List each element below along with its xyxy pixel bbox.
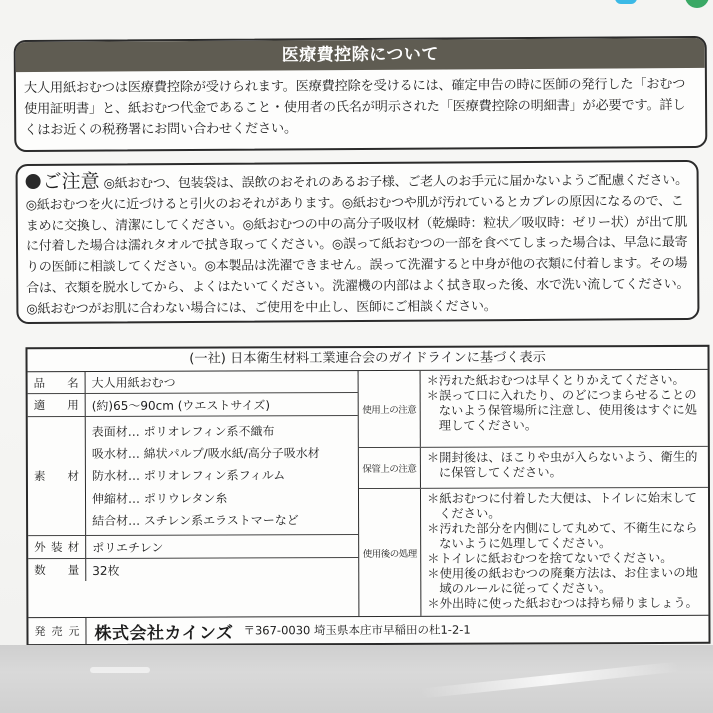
caution-text: ◎紙おむつ、包装袋は、誤飲のおそれのあるお子様、ご老人のお手元に届かないようご配慮ください。◎紙おむつを火に近づけると引火のおそれがあります。◎紙おむつや肌が汚れているとカブレの原因になるので、こまめに交換し、清潔にしてください。◎紙おむつの中の高分子吸収材（乾燥時：粒状／吸収時：ゼリー状）が出て肌に付着した場合は濡れタオルで拭き取ってください。◎誤って紙おむつの一部を食べてしまった場合は、早急に最寄りの医師に相談してください。◎本製品は洗濯できません。誤って洗濯すると中身が他の衣類に付着します。その場合は、衣類を脱水してから、よくはたいてください。洗濯機の内部はよく拭き取った後、水で洗い流してください。◎紙おむつがお肌に合わない場合には、ご使用を中止し、医師にご相談ください。 (25, 172, 690, 317)
material-item: 結合材… スチレン系エラストマーなど (92, 513, 299, 529)
seller-label: 発 売 元 (28, 618, 86, 644)
quantity-value: 32枚 (92, 563, 120, 578)
medical-deduction-box (14, 36, 708, 152)
material-item: 表面材… ポリオレフィン系不織布 (91, 424, 275, 439)
disposal-notes-list (421, 488, 708, 616)
material-item: 伸縮材… ポリウレタン糸 (91, 491, 228, 506)
top-icons (573, 0, 713, 12)
usage-notes-label: 使用上の注意 (359, 371, 421, 447)
note-item: ＊汚れた部分を内側にして丸めて、不衛生にならないように処理してください。 (427, 520, 698, 551)
row-outer-material (28, 535, 358, 559)
storage-notes-label: 保管上の注意 (359, 448, 421, 488)
note-item: ＊汚れた紙おむつは早くとりかえてください。 (426, 372, 685, 388)
caution-box (16, 160, 700, 324)
usage-notes-list (421, 370, 708, 447)
note-item: ＊誤って口に入れたり、のどにつまらせることのないよう保管場所に注意し、使用後はすぐに処理してください。 (426, 387, 697, 433)
material-item: 吸水材… 綿状パルプ/吸水紙/高分子吸水材 (91, 446, 320, 462)
spec-right-column (359, 370, 709, 616)
product-spec-table (25, 345, 710, 646)
note-item: ＊トイレに紙おむつを捨てないでください。 (427, 550, 673, 566)
applicable-label: 適 用 (28, 394, 86, 416)
material-item: 防水材… ポリオレフィン系フィルム (91, 468, 286, 484)
row-storage-notes (359, 447, 708, 489)
plastic-wrap-area (0, 645, 713, 713)
note-item: ＊紙おむつに付着した大便は、トイレに始末してください。 (426, 490, 697, 521)
seller-name: 株式会社カインズ (94, 622, 234, 644)
materials-list (86, 416, 358, 535)
blue-badge-icon (615, 0, 637, 4)
row-disposal-notes (359, 488, 708, 616)
row-seller (28, 615, 708, 644)
row-usage-notes (359, 370, 708, 448)
seller-address: 〒367-0030 埼玉県本庄市早稲田の杜1-2-1 (243, 622, 471, 638)
applicable-value: (約)65～90cm (ウエストサイズ) (91, 397, 271, 413)
outer-material-value: ポリエチレン (92, 540, 164, 555)
note-item: ＊開封後は、ほこりや虫が入らないよう、衛生的に保管してください。 (426, 449, 698, 480)
note-item: ＊使用後の紙おむつの廃棄方法は、お住まいの地域のルールに従ってください。 (427, 565, 698, 596)
bullet-dot-icon (26, 174, 41, 189)
row-product-name (28, 371, 358, 394)
green-leaf-icon (685, 0, 709, 8)
outer-material-label: 外 装 材 (28, 536, 86, 558)
seller-info (86, 616, 708, 644)
note-item: ＊外出時に使った紙おむつは持ち帰りましょう。 (427, 595, 698, 611)
medical-deduction-text: 大人用紙おむつは医療費控除が受けられます。医療費控除を受けるには、確定申告の時に医師の発行した「おむつ使用証明書」と、紙おむつ代金であること・使用者の氏名が明示された「医療費控除の明細書」が必要です。詳しくはお近くの税務署にお問い合わせください。 (23, 77, 686, 139)
spec-left-column (28, 371, 360, 617)
row-quantity (28, 558, 358, 581)
product-name-value: 大人用紙おむつ (91, 375, 176, 390)
quantity-label: 数 量 (28, 559, 86, 581)
medical-deduction-title: 医療費控除について (16, 38, 705, 72)
row-materials (28, 416, 358, 536)
caution-title: ご注意 (42, 170, 100, 193)
materials-label: 素 材 (28, 417, 86, 535)
storage-notes-list (421, 447, 708, 488)
product-name-label: 品 名 (28, 372, 86, 393)
disposal-notes-label: 使用後の処理 (359, 489, 421, 616)
spec-table-title: (一社) 日本衛生材料工業連合会のガイドラインに基づく表示 (27, 347, 707, 372)
row-applicable-size (28, 393, 358, 417)
